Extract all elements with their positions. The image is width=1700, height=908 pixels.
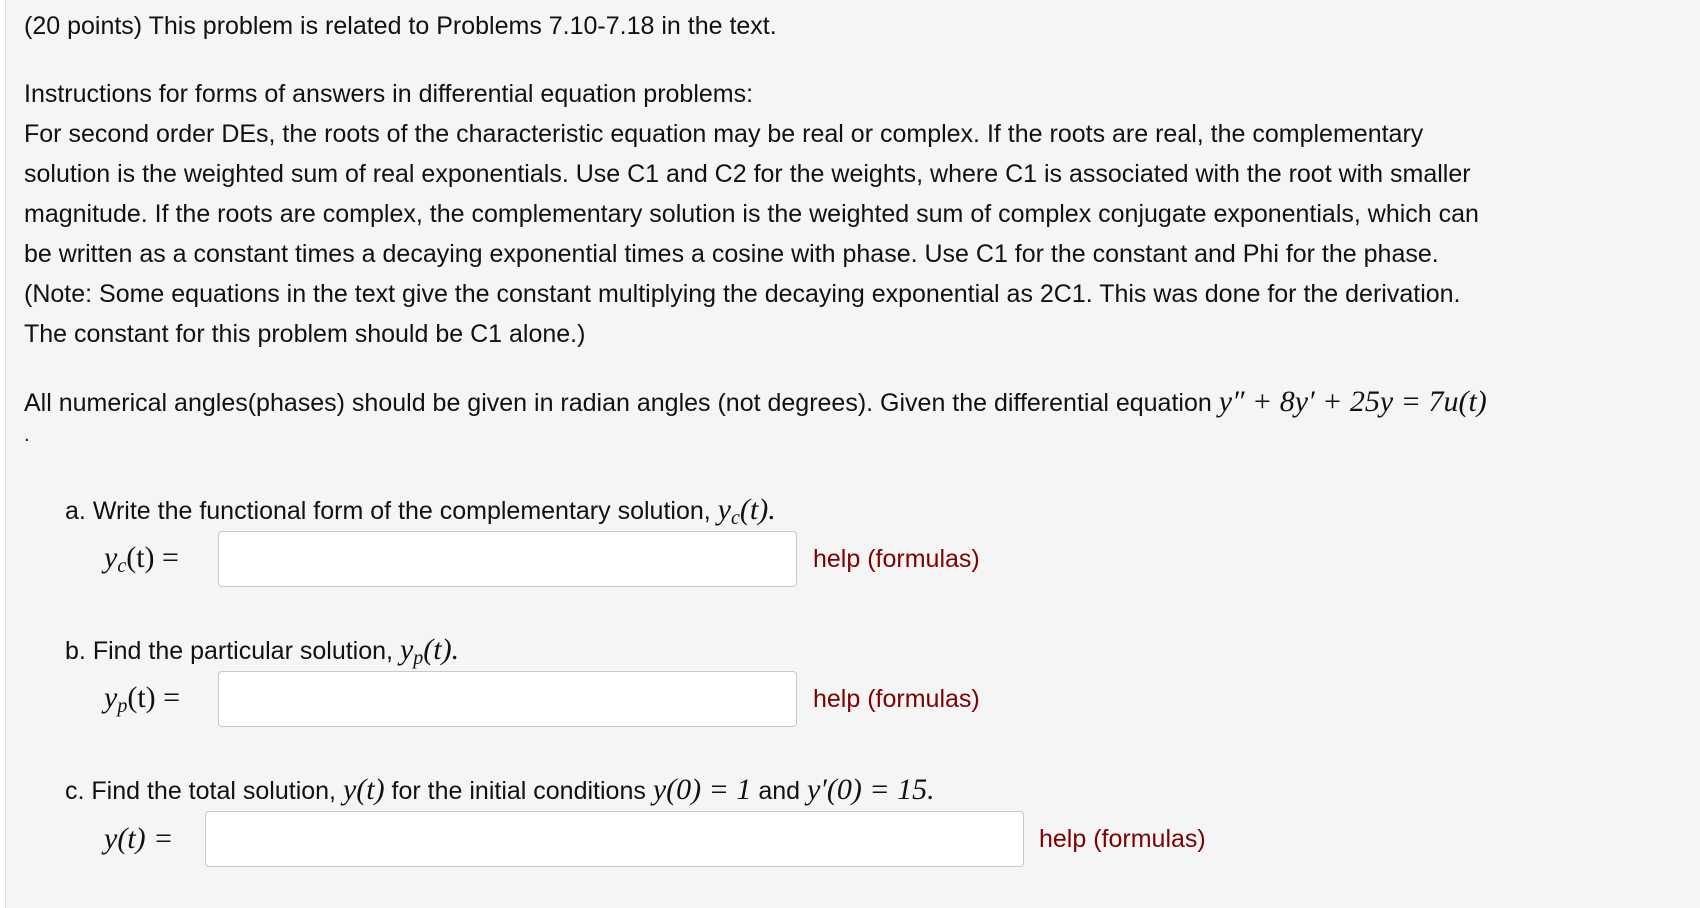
part-c-help-link[interactable]: help (formulas) (1039, 825, 1206, 853)
instructions-line: The constant for this problem should be C1 alone.) (24, 320, 586, 348)
part-c-marker: c. (65, 777, 85, 805)
problem-header: (20 points) This problem is related to Problems 7.10-7.18 in the text. (24, 12, 777, 40)
problem-statement (24, 382, 1684, 423)
differential-equation: y″ + 8y′ + 25y = 7u(t) (1218, 385, 1487, 418)
part-c-and: and (758, 777, 801, 805)
part-c-var: y(t) (342, 773, 385, 806)
instructions-title: Instructions for forms of answers in differential equation problems: (24, 80, 754, 108)
instructions-line: magnitude. If the roots are complex, the complementary solution is the weighted sum of complex conjugate exponentials, which can (24, 200, 1479, 228)
initial-condition-2: y′(0) = 15. (806, 773, 935, 806)
part-b-marker: b. (65, 637, 86, 665)
initial-condition-1: y(0) = 1 (652, 773, 752, 806)
part-a-var: $y_c(t)$. (717, 493, 776, 529)
problem-page (5, 0, 1700, 908)
complementary-solution-input[interactable] (218, 531, 797, 587)
part-c-text: Find the total solution, (91, 777, 336, 805)
part-b-answer-label: $y_p(t)$ = (104, 680, 181, 717)
part-c-mid: for the initial conditions (391, 777, 646, 805)
total-solution-input[interactable] (205, 811, 1024, 867)
instructions-line: solution is the weighted sum of real exponentials. Use C1 and C2 for the weights, where C1 is associated with the root with smaller (24, 160, 1471, 188)
part-a-marker: a. (65, 497, 86, 525)
part-a-answer-label: $y_c(t)$ = (104, 540, 179, 577)
part-a-text: Write the functional form of the complementary solution, (92, 497, 711, 525)
problem-text: All numerical angles(phases) should be given in radian angles (not degrees). Given the differential equation (24, 389, 1212, 417)
part-b-text: Find the particular solution, (92, 637, 393, 665)
particular-solution-input[interactable] (218, 671, 797, 727)
part-a-help-link[interactable]: help (formulas) (813, 545, 980, 573)
instructions-line: (Note: Some equations in the text give the constant multiplying the decaying exponential as 2C1. This was done for the derivation. (24, 280, 1461, 308)
trailing-period: . (24, 424, 30, 446)
part-c-answer-label: y(t) = (104, 822, 174, 855)
instructions-line: be written as a constant times a decaying exponential times a cosine with phase. Use C1 for the constant and Phi for the phase. (24, 240, 1439, 268)
part-c-question (65, 770, 935, 811)
part-b-help-link[interactable]: help (formulas) (813, 685, 980, 713)
instructions-line: For second order DEs, the roots of the characteristic equation may be real or complex. If the roots are real, the complementary (24, 120, 1424, 148)
part-b-var: $y_p(t)$. (399, 633, 460, 669)
